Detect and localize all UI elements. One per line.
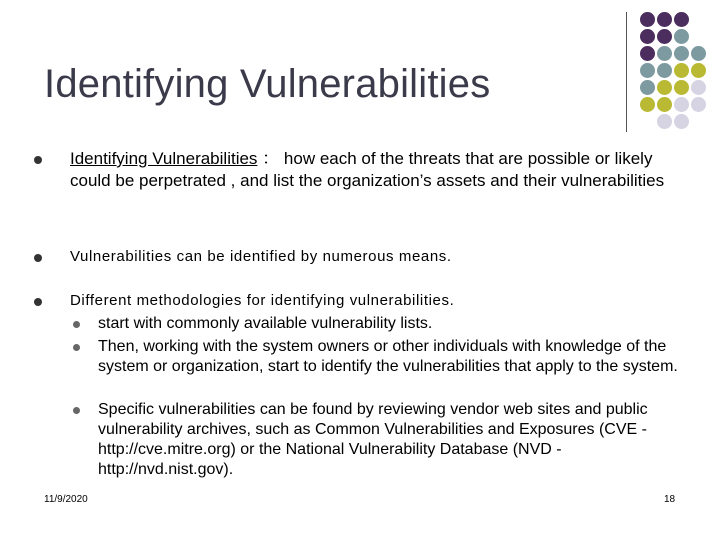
- dot-icon: [640, 80, 655, 95]
- sub-bullet-item: [98, 314, 678, 334]
- bullet-separator: ：: [262, 149, 280, 168]
- dot-icon: [657, 80, 672, 95]
- bullet-text: Vulnerabilities can be identified by numerous means.: [70, 248, 452, 265]
- sub-bullet-icon: [73, 407, 80, 414]
- bullet-item: [70, 148, 688, 192]
- dot-icon: [674, 46, 689, 61]
- dot-icon: [640, 97, 655, 112]
- dot-icon: [691, 80, 706, 95]
- dot-icon: [674, 80, 689, 95]
- bullet-item: [70, 290, 688, 312]
- dot-icon: [691, 63, 706, 78]
- bullet-lead: Identifying Vulnerabilities: [70, 149, 258, 168]
- dot-icon: [657, 114, 672, 129]
- dot-icon: [640, 46, 655, 61]
- bullet-icon: [34, 254, 42, 262]
- dot-icon: [674, 12, 689, 27]
- sub-bullet-item: [98, 337, 678, 377]
- dot-icon: [640, 29, 655, 44]
- dot-icon: [691, 46, 706, 61]
- sub-bullet-text: Then, working with the system owners or other individuals with knowledge of the system or organization, start to identify the vulnerabilities that apply to the system.: [98, 338, 678, 375]
- sub-bullet-icon: [73, 344, 80, 351]
- sub-bullet-item: [98, 400, 678, 480]
- dot-icon: [657, 46, 672, 61]
- sub-bullet-icon: [73, 321, 80, 328]
- dot-icon: [691, 97, 706, 112]
- dot-icon: [674, 29, 689, 44]
- page-number: 18: [664, 494, 676, 505]
- dot-icon: [674, 114, 689, 129]
- footer-date: 11/9/2020: [44, 494, 88, 505]
- dot-icon: [657, 29, 672, 44]
- sub-bullet-text: Specific vulnerabilities can be found by reviewing vendor web sites and public vulnerability archives, such as Common Vulnerabilities and Exposures (CVE - http://cve.mitre.org) or the National Vulnerability Database (NVD - http://nvd.nist.gov).: [98, 401, 648, 478]
- dot-icon: [657, 12, 672, 27]
- bullet-icon: [34, 156, 42, 164]
- bullet-text: how each of the threats that are possible or likely could be perpetrated , and list the organization’s assets and their vulnerabilities: [70, 149, 665, 190]
- page-title: Identifying Vulnerabilities: [44, 62, 491, 106]
- dot-icon: [657, 63, 672, 78]
- dot-icon: [640, 63, 655, 78]
- dot-icon: [657, 97, 672, 112]
- bullet-text: Different methodologies for identifying vulnerabilities.: [70, 292, 455, 309]
- title-vertical-rule: [626, 12, 627, 132]
- sub-bullet-text: start with commonly available vulnerability lists.: [98, 315, 433, 332]
- dot-icon: [640, 12, 655, 27]
- dot-icon: [674, 63, 689, 78]
- bullet-item: [70, 246, 688, 268]
- bullet-icon: [34, 298, 42, 306]
- dot-icon: [674, 97, 689, 112]
